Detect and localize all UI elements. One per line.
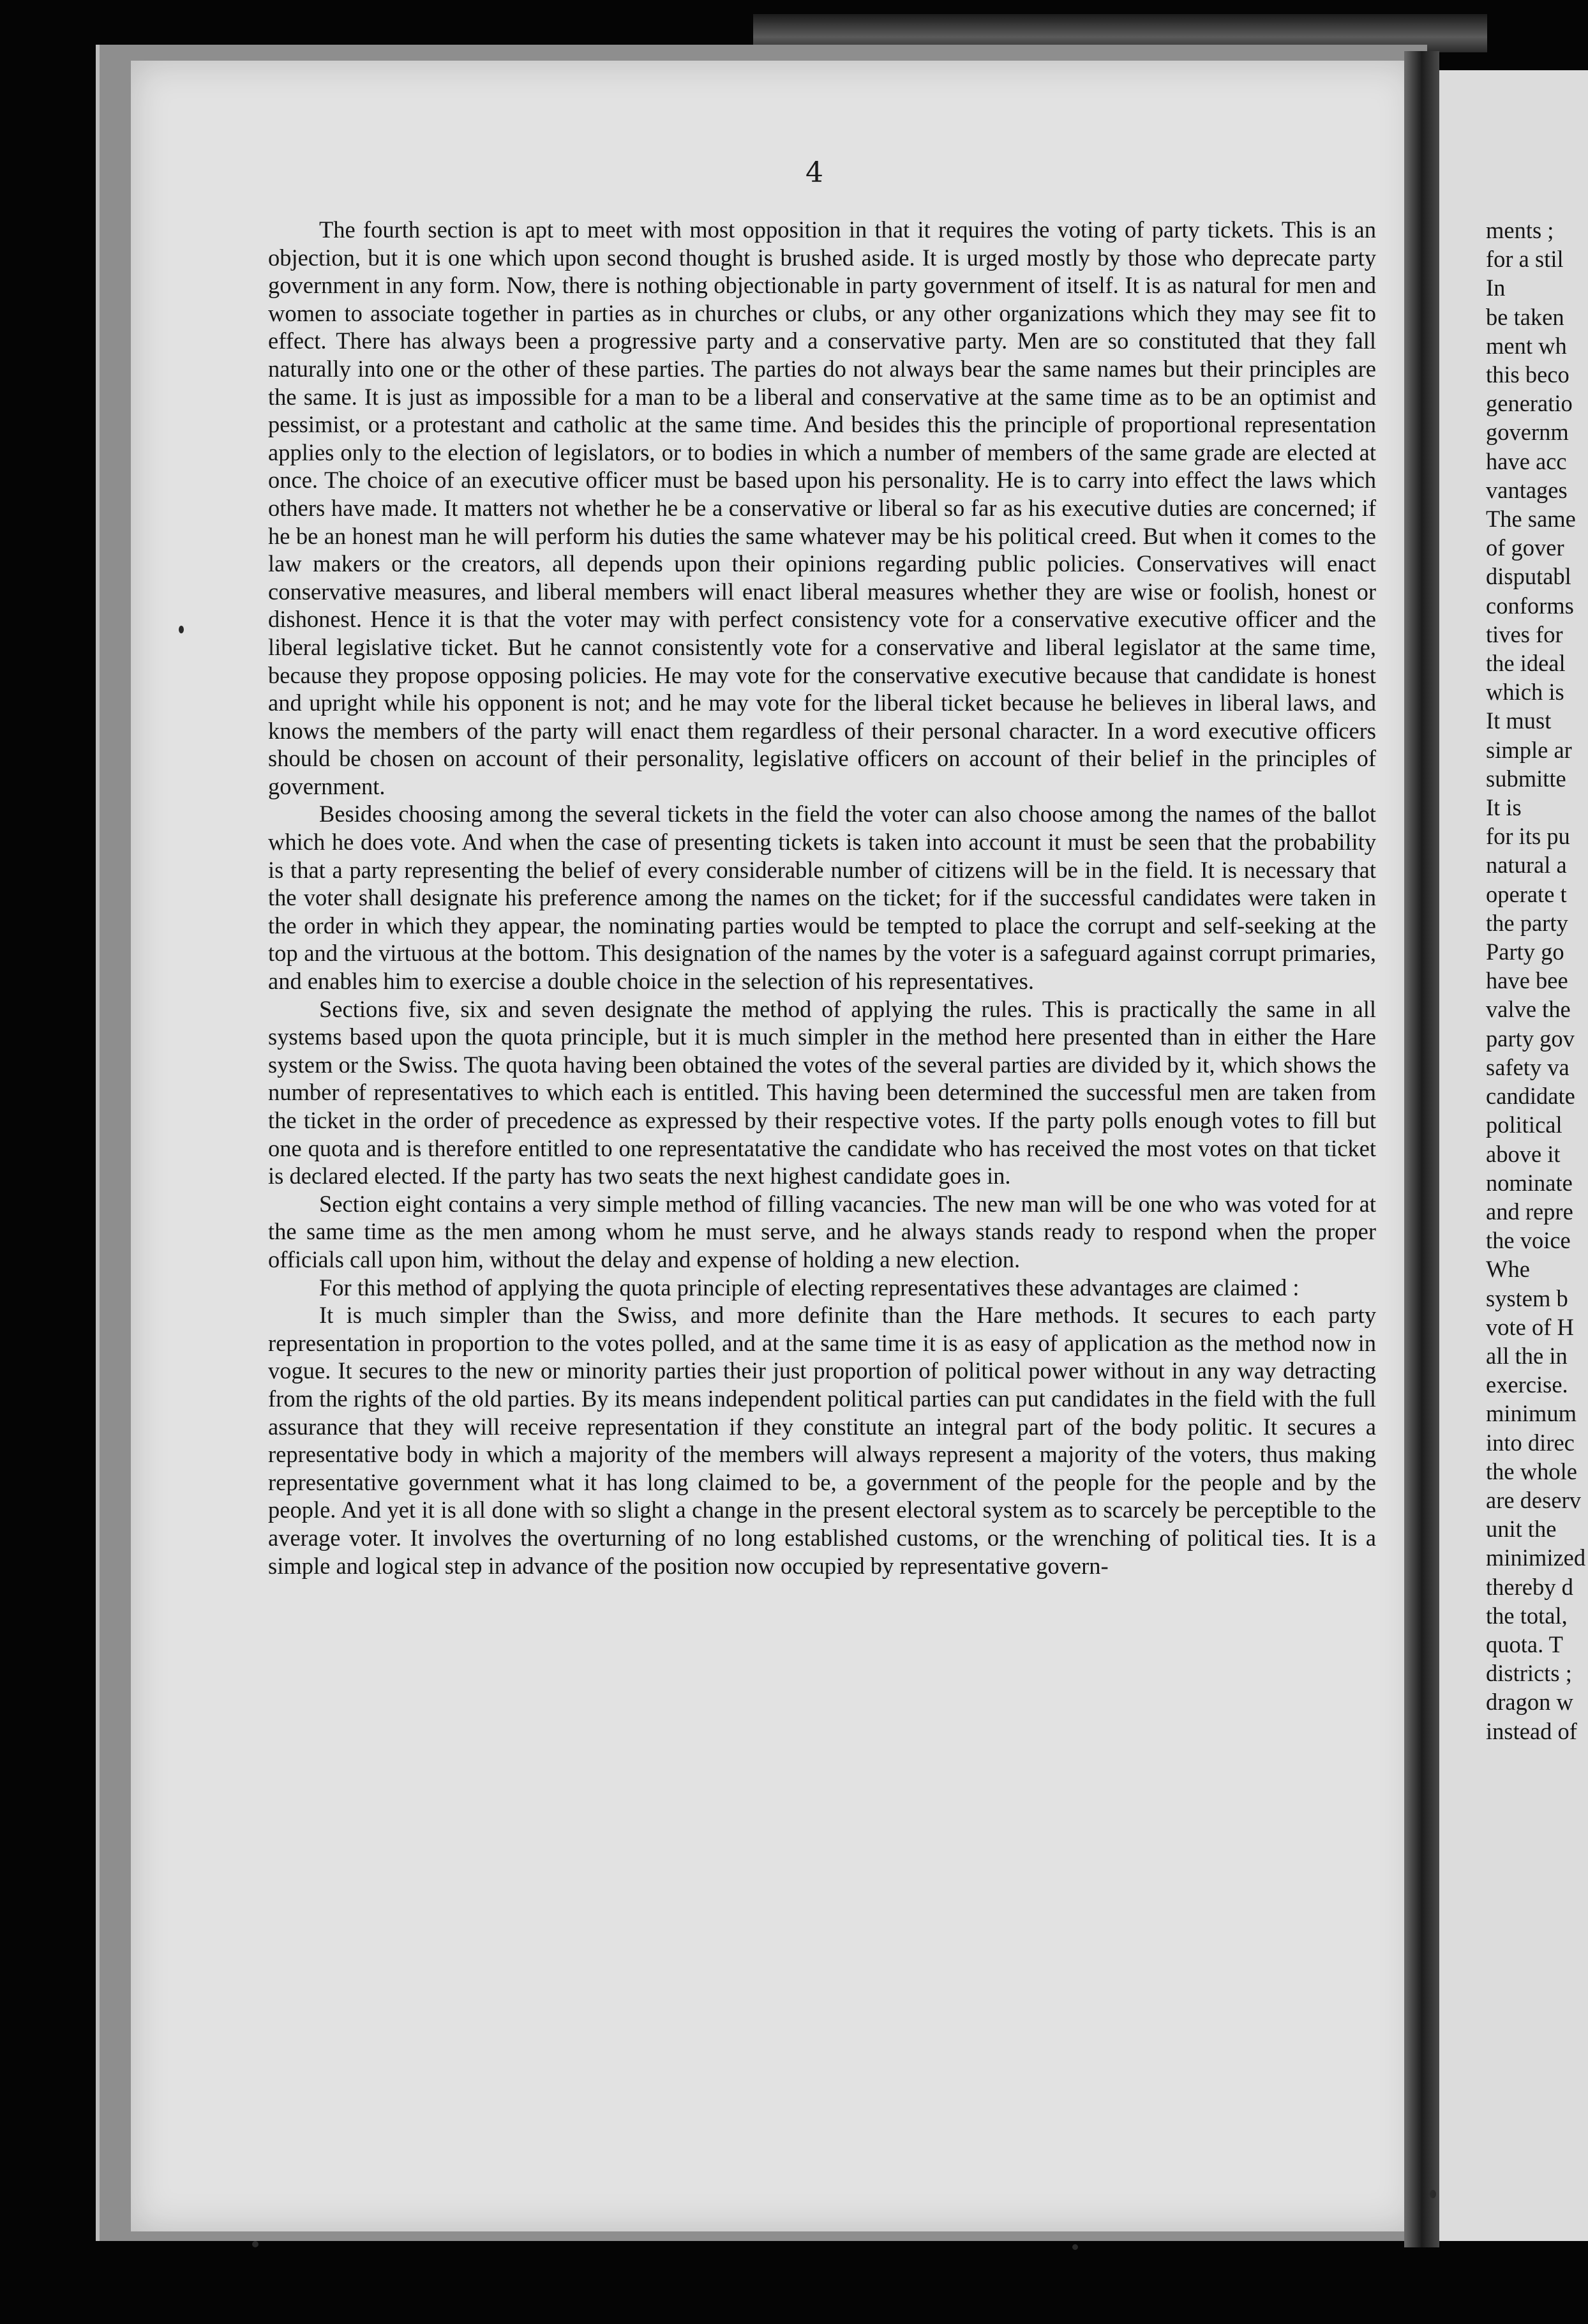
next-page-text	[1486, 216, 1588, 1746]
next-page-line: be taken	[1486, 303, 1564, 330]
scan-speck	[179, 626, 184, 633]
next-page-line: for its pu	[1486, 823, 1570, 850]
next-page-line: have acc	[1486, 448, 1567, 474]
next-page-line: system b	[1486, 1285, 1568, 1311]
paragraph: For this method of applying the quota principle of electing representatives these advantages are claimed :	[319, 1274, 1300, 1301]
next-page-line: minimum	[1486, 1400, 1577, 1427]
next-page-line: the voice	[1486, 1227, 1571, 1254]
next-page-line: governm	[1486, 419, 1569, 446]
next-page-line: simple ar	[1486, 736, 1572, 763]
next-page-line: Party go	[1486, 939, 1564, 965]
scan-speck	[252, 2241, 258, 2247]
next-page-line: vantages	[1486, 476, 1568, 503]
next-page-line: submitte	[1486, 765, 1566, 792]
paragraph: Sections five, six and seven designate the method of applying the rules. This is practically the same in all systems based upon the quota principle, but it is much simpler in the method here presented than in either the Hare system or the Swiss. The quota having been obtained the votes of the several parties are divided by it, which shows the number of representatives to which each is entitled. This having been determined the successful men are taken from the ticket in the order of precedence as expressed by their respective votes. If the party polls enough votes to fill but one quota and is therefore entitled to one representatative the candidate who has received the most votes on that ticket is declared elected. If the party has two seats the next highest candidate goes in.	[268, 995, 1376, 1189]
next-page-line: unit the	[1486, 1516, 1557, 1543]
next-page-line: natural a	[1486, 852, 1567, 879]
next-page-line: this beco	[1486, 361, 1569, 388]
next-page-line: and repre	[1486, 1198, 1573, 1225]
paragraph: The fourth section is apt to meet with most opposition in that it requires the voting of party tickets. This is an objection, but it is one which upon second thought is brushed aside. It is urged mostly by those who deprecate party government in any form. Now, there is nothing objectionable in party government of itself. It is as natural for men and women to associate together in parties as in churches or clubs, or any other organizations which they may see fit to effect. There has always been a progressive party and a conservative party. Men are so constituted that they fall naturally into one or the other of these parties. The parties do not always bear the same names but their principles are the same. It is just as impossible for a man to be a liberal and conservative at the same time as to be an optimist and pessimist, or a protestant and catholic at the same time. And besides this the principle of proportional representation applies only to the election of legislators, or to bodies in which a number of members of the same grade are elected at once. The choice of an executive officer must be based upon his personality. He is to carry into effect the laws which others have made. It matters not whether he be a conservative or liberal so far as his executive duties are concerned; if he be an honest man he will perform his duties the same whatever may be his political creed. But when it comes to the law makers or the creators, all depends upon their opinions regarding public policies. Conservatives will enact conservative measures, and liberal members will enact liberal measures whether they are wise or foolish, honest or dishonest. Hence it is that the voter may with perfect consistency vote for a conservative executive officer and the liberal legislative ticket. But he cannot consistently vote for a conservative and liberal legislator at the same time, because they propose opposing policies. He may vote for the conservative executive because that candidate is honest and upright while his opponent is not; and he may vote for the liberal ticket because he believes in liberal laws, and knows the members of the party will enact them regardless of their personal character. In a word executive officers should be chosen on account of their personality, legislative officers on account of their belief in the principles of government.	[268, 216, 1376, 799]
next-page-line: dragon w	[1486, 1689, 1573, 1716]
next-page-line: minimized	[1486, 1544, 1586, 1571]
next-page-line: the whole	[1486, 1458, 1577, 1484]
body-text	[268, 216, 1376, 1580]
next-page-line: districts ;	[1486, 1660, 1572, 1687]
next-page-line: It must	[1486, 707, 1552, 734]
paragraph: It is much simpler than the Swiss, and more definite than the Hare methods. It secures to each party representation in proportion to the votes polled, and at the same time it is as easy of application as the method now in vogue. It secures to the new or minority parties their just proportion of political power without in any way detracting from the rights of the old parties. By its means independent political parties can put candidates in the field with the full assurance that they will receive representation if they constitute an integral part of the body politic. It secures a representative body in which a majority of the members will always represent a majority of the voters, thus making representative government what it has long claimed to be, a government of the people for the people and by the people. And yet it is all done with so slight a change in the present electoral system as to scarcely be perceptible to the average voter. It involves the overturning of no long established customs, or the wrenching of political ties. It is a simple and logical step in advance of the position now occupied by representative govern-	[268, 1302, 1376, 1579]
next-page-line: It is	[1486, 794, 1522, 821]
next-page-line: thereby d	[1486, 1573, 1573, 1600]
next-page-line: generatio	[1486, 390, 1573, 417]
next-page-line: exercise.	[1486, 1371, 1568, 1398]
next-page-line: candidate	[1486, 1083, 1575, 1110]
next-page-line: tives for	[1486, 621, 1563, 647]
next-page-line: the ideal	[1486, 650, 1566, 677]
next-page-line: quota. T	[1486, 1631, 1563, 1657]
next-page-line: the party	[1486, 909, 1568, 936]
next-page-line: are deserv	[1486, 1486, 1581, 1513]
next-page-line: above it	[1486, 1140, 1561, 1167]
paragraph: Besides choosing among the several tickets in the field the voter can also choose among the names of the ballot which he does vote. And when the case of presenting tickets is taken into account it must be seen that the probability is that a party representing the belief of every considerable number of citizens will be in the field. It is necessary that the voter shall designate his preference among the names on the ticket; for if the successful candidates were taken in the order in which they appear, the nominating parties would be tempted to place the corrupt and self-seeking at the top and the virtuous at the bottom. This designation of the names by the voter is a safeguard against corrupt primaries, and enables him to exercise a double choice in the selection of his representatives.	[268, 801, 1376, 995]
next-page-line: Whe	[1486, 1256, 1530, 1283]
next-page-line: operate t	[1486, 880, 1567, 907]
next-page-line: valve the	[1486, 996, 1571, 1023]
next-page-line: conforms	[1486, 592, 1574, 619]
next-page-line: ments ;	[1486, 217, 1554, 243]
next-page-line: ment wh	[1486, 332, 1567, 359]
next-page-line: disputabl	[1486, 563, 1571, 590]
next-page-line: political	[1486, 1112, 1562, 1138]
next-page-line: into direc	[1486, 1429, 1575, 1456]
next-page-line: have bee	[1486, 967, 1568, 994]
next-page-line: instead of	[1486, 1717, 1577, 1744]
next-page-line: which is	[1486, 679, 1564, 706]
paragraph: Section eight contains a very simple method of filling vacancies. The new man will be one who was voted for at the same time as the men among whom he must serve, and he always stands ready to respond when the proper officials call upon him, without the delay and expense of holding a new election.	[268, 1190, 1376, 1272]
next-page-line: for a stil	[1486, 246, 1564, 273]
next-page-line: party gov	[1486, 1025, 1575, 1052]
scan-speck	[1430, 2190, 1436, 2198]
page-number: 4	[805, 156, 823, 189]
next-page-line: vote of H	[1486, 1313, 1574, 1340]
next-page-line: all the in	[1486, 1342, 1568, 1369]
book-gutter	[1404, 51, 1439, 2247]
next-page-line: of gover	[1486, 534, 1564, 561]
next-page-line: In	[1486, 275, 1506, 301]
next-page-line: safety va	[1486, 1053, 1569, 1080]
next-page-line: nominate	[1486, 1169, 1573, 1196]
scan-speck	[1072, 2244, 1078, 2250]
next-page-line: the total,	[1486, 1602, 1568, 1629]
next-page-line: The same	[1486, 506, 1576, 532]
